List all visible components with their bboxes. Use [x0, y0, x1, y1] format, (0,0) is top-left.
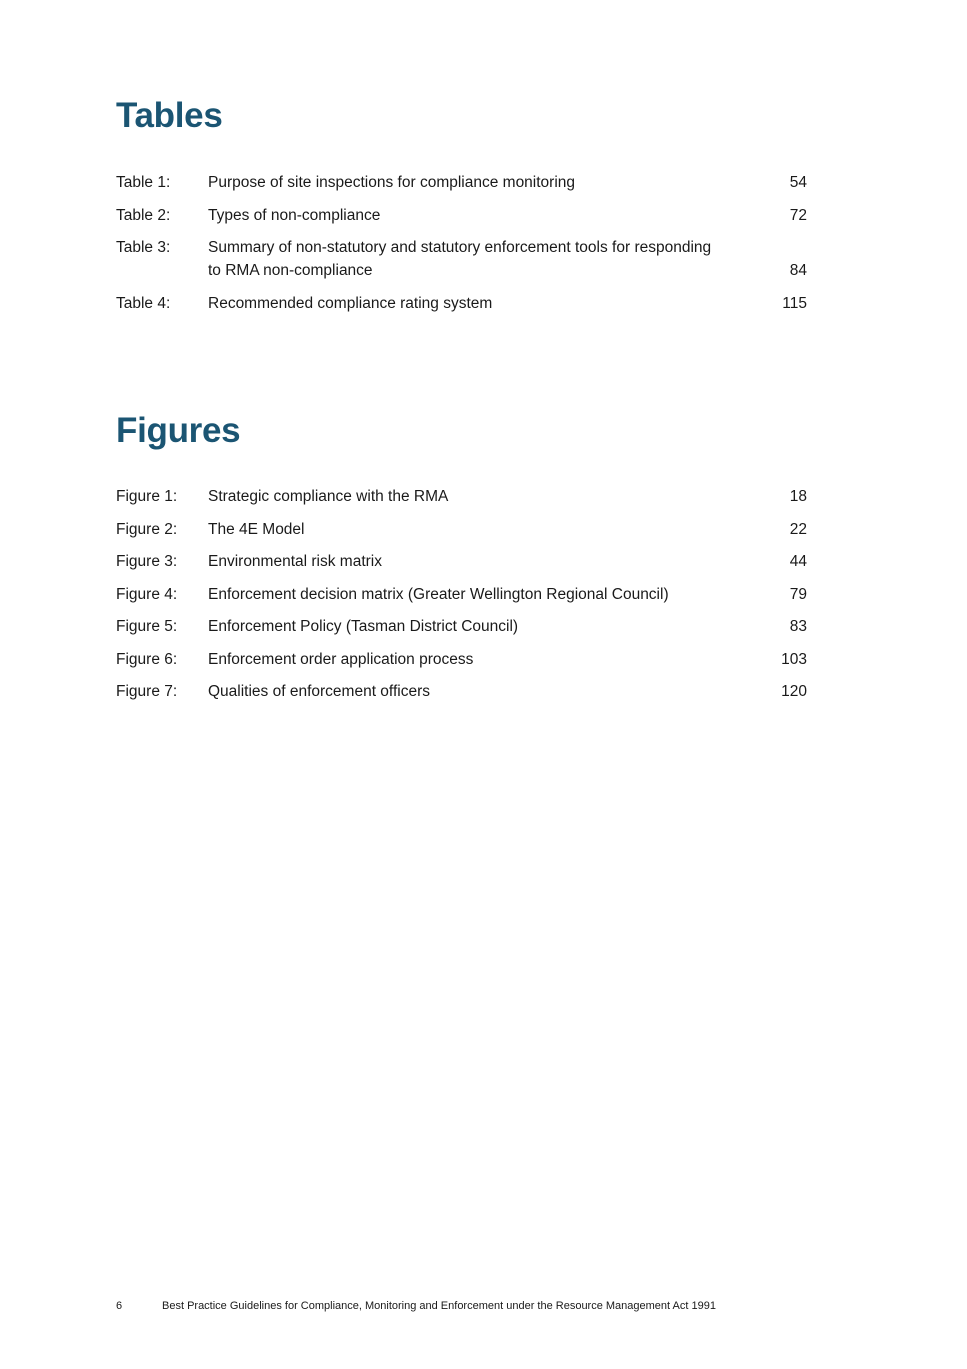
- entry-label: Figure 3:: [116, 553, 178, 570]
- entry-title: Environmental risk matrix: [208, 553, 382, 570]
- footer-title: Best Practice Guidelines for Compliance, Monitoring and Enforcement under the Resource Management Act 1991: [162, 1300, 716, 1312]
- list-item-table-4[interactable]: [116, 292, 807, 315]
- entry-page-number: 115: [782, 294, 807, 312]
- page-footer: [116, 1298, 716, 1314]
- entry-title: Recommended compliance rating system: [208, 294, 493, 312]
- entry-label: Figure 6:: [116, 650, 178, 668]
- entry-title: Purpose of site inspections for compliance monitoring: [208, 174, 576, 191]
- entry-page-number: 54: [789, 174, 807, 191]
- entry-page-number: 120: [781, 683, 807, 700]
- entry-page-number: 22: [789, 520, 807, 538]
- entry-title: The 4E Model: [208, 520, 305, 538]
- list-item-figure-5[interactable]: [116, 615, 807, 638]
- entry-label: Table 2:: [116, 206, 171, 224]
- entry-label: Figure 4:: [116, 585, 178, 603]
- entry-title: Enforcement order application process: [208, 650, 474, 668]
- list-item-table-2[interactable]: [116, 204, 807, 227]
- list-item-figure-2[interactable]: [116, 518, 807, 541]
- entry-title: Enforcement Policy (Tasman District Council): [208, 618, 519, 635]
- list-item-figure-7[interactable]: [116, 680, 807, 703]
- tables-list: [116, 171, 807, 324]
- list-item-figure-1[interactable]: [116, 485, 807, 508]
- footer-page-number: 6: [116, 1300, 123, 1312]
- entry-page-number: 72: [789, 206, 807, 224]
- entry-page-number: 18: [789, 488, 807, 505]
- entry-label: Table 4:: [116, 294, 171, 312]
- entry-label: Figure 1:: [116, 488, 178, 505]
- entry-page-number: 44: [789, 553, 807, 570]
- entry-label: Table 3:: [116, 239, 171, 256]
- entry-label: Table 1:: [116, 174, 171, 191]
- figures-heading: Figures: [116, 411, 241, 450]
- entry-page-number: 103: [781, 650, 807, 668]
- list-item-figure-4[interactable]: [116, 583, 807, 606]
- entry-title: Types of non-compliance: [208, 206, 381, 224]
- entry-label: Figure 5:: [116, 618, 178, 635]
- entry-page-number: 84: [789, 262, 807, 279]
- tables-heading: Tables: [116, 96, 223, 135]
- list-item-table-1[interactable]: [116, 171, 807, 194]
- figures-list: [116, 485, 807, 713]
- entry-page-number: 79: [789, 585, 807, 603]
- entry-page-number: 83: [789, 618, 807, 635]
- entry-title: Summary of non-statutory and statutory enforcement tools for responding to RMA non-compliance: [208, 239, 712, 279]
- entry-title: Strategic compliance with the RMA: [208, 488, 449, 505]
- entry-label: Figure 7:: [116, 683, 178, 700]
- list-item-figure-6[interactable]: [116, 648, 807, 671]
- entry-title: Qualities of enforcement officers: [208, 683, 430, 700]
- list-item-table-3[interactable]: [116, 236, 807, 282]
- list-item-figure-3[interactable]: [116, 550, 807, 573]
- entry-label: Figure 2:: [116, 520, 178, 538]
- entry-title: Enforcement decision matrix (Greater Wellington Regional Council): [208, 585, 669, 603]
